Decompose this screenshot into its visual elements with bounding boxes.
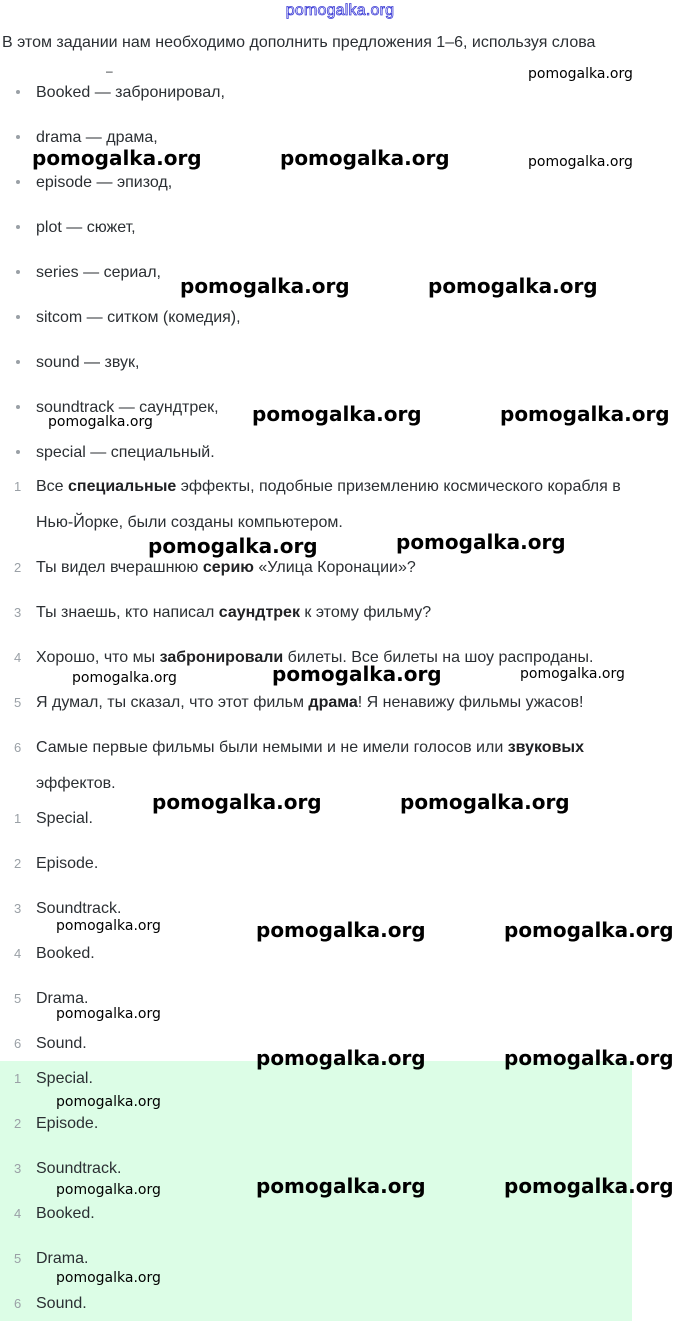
item-number: 5 — [14, 1251, 22, 1266]
bullet-icon — [16, 405, 20, 409]
sentence-text: Самые первые фильмы были немыми и не имели голосов или звуковых эффектов. — [36, 739, 584, 792]
bullet-icon — [16, 270, 20, 274]
bullet-icon — [16, 225, 20, 229]
watermark: pomogalka.org — [272, 662, 442, 686]
watermark: pomogalka.org — [256, 1046, 426, 1070]
vocab-text: sound — звук, — [36, 354, 140, 371]
sentence-item — [0, 685, 680, 721]
sentence-text: Хорошо, что мы забронировали билеты. Все билеты на шоу распроданы. — [36, 649, 594, 666]
highlighted-word: драма — [308, 694, 358, 711]
answer-item — [0, 1106, 680, 1151]
highlighted-word: саундтрек — [218, 604, 300, 621]
sentence-item — [0, 469, 680, 541]
sentence-text: Ты видел вчерашнюю серию «Улица Коронации»? — [36, 559, 416, 576]
item-number: 6 — [14, 740, 22, 755]
item-number: 4 — [14, 1206, 22, 1221]
watermark: pomogalka.org — [56, 918, 161, 934]
watermark: pomogalka.org — [148, 534, 318, 558]
answer-item — [0, 1286, 680, 1331]
item-number: 6 — [14, 1036, 22, 1051]
highlighted-word: специальные — [68, 478, 177, 495]
watermark: pomogalka.org — [504, 918, 674, 942]
item-number: 1 — [14, 1071, 22, 1086]
answer-text: Booked. — [36, 1205, 95, 1222]
answer-text: Special. — [36, 810, 93, 827]
watermark: pomogalka.org — [56, 1182, 161, 1198]
item-number: 5 — [14, 991, 22, 1006]
sentence-list — [0, 469, 680, 811]
list-item — [0, 340, 680, 385]
answer-text: Soundtrack. — [36, 900, 122, 917]
highlighted-word: звуковых — [507, 739, 584, 756]
watermark: pomogalka.org — [504, 1174, 674, 1198]
item-number: 2 — [14, 856, 22, 871]
sentence-item — [0, 595, 680, 631]
watermark: pomogalka.org — [56, 1270, 161, 1286]
watermark: pomogalka.org — [152, 790, 322, 814]
watermark: pomogalka.org — [252, 402, 422, 426]
vocab-text: series — сериал, — [36, 264, 161, 281]
vocab-text: sitcom — ситком (комедия), — [36, 309, 241, 326]
answer-item — [0, 801, 680, 846]
list-item — [0, 295, 680, 340]
highlighted-word: серию — [202, 559, 254, 576]
intro-text: В этом задании нам необходимо дополнить предложения 1–6, используя слова — [2, 34, 596, 51]
watermark: pomogalka.org — [400, 790, 570, 814]
watermark: pomogalka.org — [256, 918, 426, 942]
watermark: pomogalka.org — [396, 530, 566, 554]
answer-text: Soundtrack. — [36, 1160, 122, 1177]
watermark: pomogalka.org — [180, 274, 350, 298]
sentence-item — [0, 730, 680, 802]
watermark: pomogalka.org — [56, 1094, 161, 1110]
vocab-text: Booked — забронировал, — [36, 84, 225, 101]
highlighted-word: забронировали — [159, 649, 284, 666]
watermark: pomogalka.org — [504, 1046, 674, 1070]
watermark: pomogalka.org — [500, 402, 670, 426]
answer-text: Episode. — [36, 855, 99, 872]
watermark: pomogalka.org — [528, 66, 633, 82]
answer-text: Drama. — [36, 1250, 89, 1267]
vocab-text: plot — сюжет, — [36, 219, 136, 236]
answer-text: Special. — [36, 1070, 93, 1087]
sentence-text: Я думал, ты сказал, что этот фильм драма! Я ненавижу фильмы ужасов! — [36, 694, 584, 711]
watermark: pomogalka.org — [256, 1174, 426, 1198]
bullet-icon — [16, 180, 20, 184]
sentence-text: Ты знаешь, кто написал саундтрек к этому фильму? — [36, 604, 432, 621]
site-brand-header[interactable]: pomogalka.org — [285, 2, 395, 19]
vocab-text: soundtrack — саундтрек, — [36, 399, 219, 416]
watermark: pomogalka.org — [528, 154, 633, 170]
watermark: pomogalka.org — [428, 274, 598, 298]
item-number: 3 — [14, 605, 22, 620]
answer-text: Booked. — [36, 945, 95, 962]
answer-item — [0, 936, 680, 981]
item-number: 1 — [14, 811, 22, 826]
item-number: 1 — [14, 479, 22, 494]
watermark: pomogalka.org — [48, 414, 153, 430]
answer-text: Episode. — [36, 1115, 99, 1132]
bullet-icon — [16, 450, 20, 454]
answer-item — [0, 846, 680, 891]
vocab-text: drama — драма, — [36, 129, 158, 146]
sentence-item — [0, 550, 680, 586]
bullet-icon — [16, 135, 20, 139]
watermark: pomogalka.org — [32, 146, 202, 170]
list-item — [0, 205, 680, 250]
answer-text: Drama. — [36, 990, 89, 1007]
bullet-icon — [16, 90, 20, 94]
answer-text: Sound. — [36, 1295, 87, 1312]
item-number: 4 — [14, 650, 22, 665]
item-number: 4 — [14, 946, 22, 961]
intro-dash: – — [106, 64, 113, 78]
answer-item — [0, 1196, 680, 1241]
watermark: pomogalka.org — [56, 1006, 161, 1022]
item-number: 3 — [14, 1161, 22, 1176]
vocab-text: episode — эпизод, — [36, 174, 173, 191]
bullet-icon — [16, 360, 20, 364]
item-number: 3 — [14, 901, 22, 916]
watermark: pomogalka.org — [520, 666, 625, 682]
item-number: 5 — [14, 695, 22, 710]
vocab-text: special — специальный. — [36, 444, 215, 461]
answer-text: Sound. — [36, 1035, 87, 1052]
watermark: pomogalka.org — [72, 670, 177, 686]
bullet-icon — [16, 315, 20, 319]
sentence-text: Все специальные эффекты, подобные приземлению космического корабля в Нью-Йорке, были созданы компьютером. — [36, 478, 621, 531]
item-number: 2 — [14, 1116, 22, 1131]
item-number: 6 — [14, 1296, 22, 1311]
watermark: pomogalka.org — [280, 146, 450, 170]
item-number: 2 — [14, 560, 22, 575]
